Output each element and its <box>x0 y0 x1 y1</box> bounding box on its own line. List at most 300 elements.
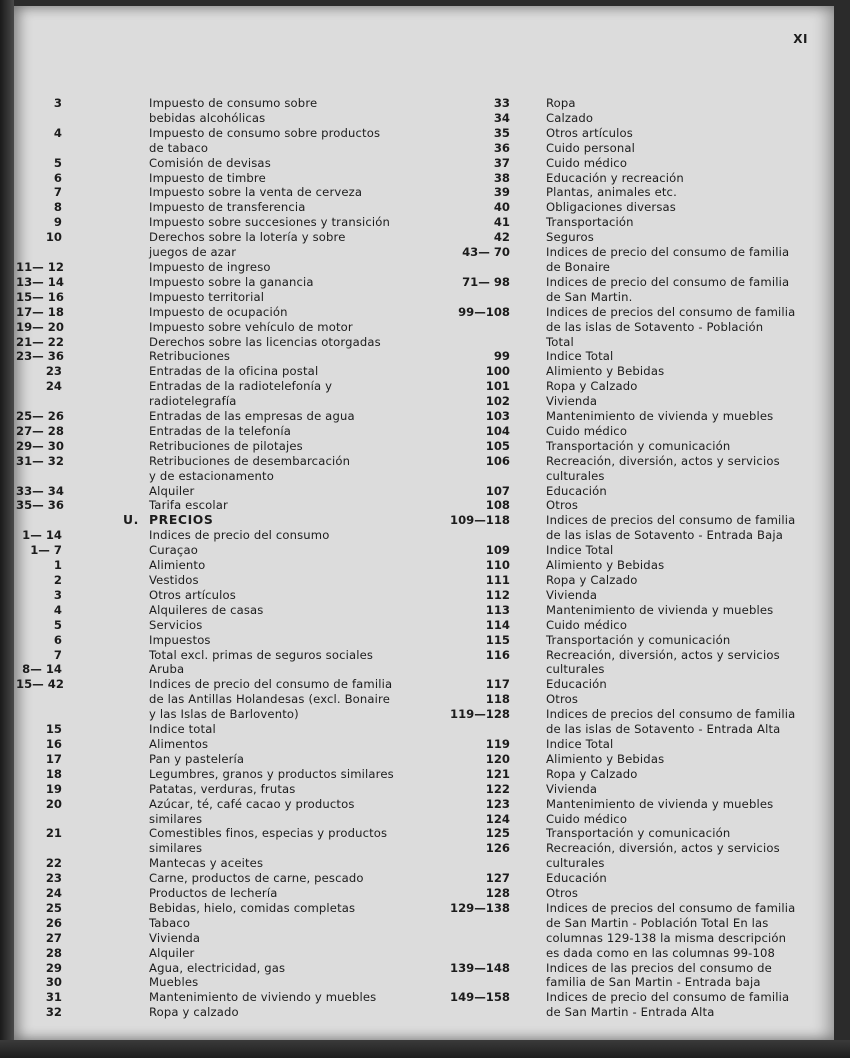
left-column-index <box>16 96 406 1020</box>
entry-description: Comisión de devisas <box>149 155 271 170</box>
entry-description: Calzado <box>546 110 594 125</box>
index-entry <box>438 528 828 543</box>
page-number: XI <box>793 32 808 46</box>
entry-description: Tabaco <box>149 915 191 930</box>
index-entry <box>438 185 828 200</box>
entry-description: Mantecas y aceites <box>149 856 264 871</box>
entry-description: Indices de precio del consumo <box>149 528 330 543</box>
column-number: 31 <box>45 990 62 1005</box>
entry-description: Transportación y comunicación <box>546 632 731 647</box>
index-entry <box>438 260 828 275</box>
entry-description: Cuido médico <box>546 155 628 170</box>
index-entry <box>438 737 828 752</box>
entry-description: Bebidas, hielo, comidas completas <box>149 900 356 915</box>
index-entry <box>438 424 828 439</box>
entry-description: Educación <box>546 483 607 498</box>
entry-description: Retribuciones <box>149 349 231 364</box>
section-heading <box>76 513 406 528</box>
column-number: 26 <box>45 915 62 930</box>
index-entry <box>438 841 828 856</box>
index-entry <box>438 633 828 648</box>
entry-description: Indices de precio del consumo de familia <box>546 274 790 289</box>
index-entry <box>16 275 406 290</box>
index-entry <box>16 305 406 320</box>
column-number: 118 <box>485 692 510 707</box>
index-entry <box>16 975 406 990</box>
column-number: 19 <box>45 781 62 796</box>
index-entry <box>16 349 406 364</box>
column-number: 16 <box>45 736 62 751</box>
entry-description: Pan y pastelería <box>149 751 245 766</box>
index-entry <box>438 707 828 722</box>
entry-description: Aruba <box>149 662 185 677</box>
entry-description: Cuido médico <box>546 617 628 632</box>
index-entry <box>16 409 406 424</box>
column-number: 128 <box>485 886 510 901</box>
index-entry <box>438 558 828 573</box>
column-number: 33— 34 <box>16 483 64 498</box>
index-entry <box>16 752 406 767</box>
entry-description: Patatas, verduras, frutas <box>149 781 296 796</box>
entry-description: familia de San Martin - Entrada baja <box>546 975 761 990</box>
index-entry <box>438 662 828 677</box>
entry-description: Entradas de la oficina postal <box>149 364 319 379</box>
entry-description: Recreación, diversión, actos y servicios <box>546 841 780 856</box>
column-number: 34 <box>493 110 510 125</box>
index-entry <box>16 812 406 827</box>
index-entry <box>438 305 828 320</box>
index-entry <box>16 469 406 484</box>
index-entry <box>16 931 406 946</box>
entry-description: de San Martin - Población Total En las <box>546 915 769 930</box>
entry-description: Indice total <box>149 722 216 737</box>
index-entry <box>438 171 828 186</box>
index-entry <box>16 439 406 454</box>
index-entry <box>16 826 406 841</box>
index-entry <box>438 916 828 931</box>
index-entry <box>16 692 406 707</box>
column-number: 6 <box>53 632 62 647</box>
index-entry <box>16 528 406 543</box>
index-entry <box>16 185 406 200</box>
index-entry <box>16 946 406 961</box>
column-number: 123 <box>485 796 510 811</box>
entry-description: Retribuciones de desembarcación <box>149 453 351 468</box>
entry-description: Retribuciones de pilotajes <box>149 438 303 453</box>
entry-description: Indices de precio del consumo de familia <box>546 990 790 1005</box>
index-entry <box>16 320 406 335</box>
column-number: 25 <box>45 900 62 915</box>
index-entry <box>438 379 828 394</box>
index-entry <box>438 990 828 1005</box>
column-number: 32 <box>45 1005 62 1020</box>
index-entry <box>16 558 406 573</box>
entry-description: Alimiento y Bebidas <box>546 558 665 573</box>
section-title: PRECIOS <box>149 512 214 528</box>
entry-description: Cuido médico <box>546 811 628 826</box>
entry-description: Indices de precio del consumo de familia <box>149 677 393 692</box>
entry-description: de San Martin. <box>546 289 633 304</box>
index-entry <box>16 901 406 916</box>
entry-description: Alimentos <box>149 736 209 751</box>
entry-description: culturales <box>546 468 605 483</box>
entry-description: Plantas, animales etc. <box>546 185 677 200</box>
index-entry <box>16 394 406 409</box>
index-entry <box>438 812 828 827</box>
entry-description: Alimiento <box>149 558 206 573</box>
index-entry <box>16 797 406 812</box>
index-entry <box>16 603 406 618</box>
entry-description: Indices de precios del consumo de familia <box>546 900 796 915</box>
entry-description: Ropa y Calzado <box>546 766 638 781</box>
entry-description: Impuesto de ingreso <box>149 259 271 274</box>
index-entry <box>438 111 828 126</box>
index-entry <box>438 946 828 961</box>
entry-description: Indices de precio del consumo de familia <box>546 245 790 260</box>
index-entry <box>16 767 406 782</box>
index-entry <box>16 618 406 633</box>
entry-description: Impuesto de ocupación <box>149 304 288 319</box>
right-column-index <box>438 96 828 1020</box>
entry-description: juegos de azar <box>149 245 237 260</box>
column-number: 35 <box>493 125 510 140</box>
entry-description: Indices de precios del consumo de familia <box>546 513 796 528</box>
index-entry <box>16 856 406 871</box>
column-number: 116 <box>485 647 510 662</box>
entry-description: de Bonaire <box>546 259 611 274</box>
column-number: 37 <box>493 155 510 170</box>
index-entry <box>438 975 828 990</box>
index-entry <box>16 871 406 886</box>
entry-description: de San Martin - Entrada Alta <box>546 1005 715 1020</box>
column-number: 3 <box>53 587 62 602</box>
column-number: 25— 26 <box>16 409 64 424</box>
column-number: 7 <box>53 185 62 200</box>
column-number: 127 <box>485 871 510 886</box>
column-number: 29— 30 <box>16 438 64 453</box>
entry-description: Curaçao <box>149 543 198 558</box>
index-entry <box>438 439 828 454</box>
index-entry <box>438 96 828 111</box>
index-entry <box>16 379 406 394</box>
column-number: 42 <box>493 230 510 245</box>
column-number: 110 <box>485 558 510 573</box>
index-entry <box>438 469 828 484</box>
index-entry <box>438 1005 828 1020</box>
entry-description: Servicios <box>149 617 203 632</box>
entry-description: Entradas de la telefonía <box>149 423 291 438</box>
column-number: 4 <box>53 602 62 617</box>
index-entry <box>438 856 828 871</box>
index-entry <box>16 111 406 126</box>
column-number: 23— 36 <box>16 349 64 364</box>
column-number: 21 <box>45 826 62 841</box>
entry-description: Legumbres, granos y productos similares <box>149 766 394 781</box>
column-number: 6 <box>53 170 62 185</box>
column-number: 109—118 <box>450 513 510 528</box>
index-entry <box>16 1005 406 1020</box>
entry-description: Impuestos <box>149 632 211 647</box>
index-entry <box>438 782 828 797</box>
index-entry <box>438 335 828 350</box>
entry-description: de las Antillas Holandesas (excl. Bonaire <box>149 692 390 707</box>
index-entry <box>16 782 406 797</box>
index-entry <box>438 722 828 737</box>
index-entry <box>438 931 828 946</box>
column-number: 31— 32 <box>16 453 64 468</box>
index-entry <box>438 498 828 513</box>
entry-description: Derechos sobre las licencias otorgadas <box>149 334 381 349</box>
index-entry <box>16 677 406 692</box>
entry-description: Total <box>546 334 574 349</box>
entry-description: es dada como en las columnas 99-108 <box>546 945 776 960</box>
entry-description: Educación <box>546 677 607 692</box>
entry-description: Comestibles finos, especias y productos <box>149 826 388 841</box>
entry-description: Ropa y calzado <box>149 1005 239 1020</box>
column-number: 115 <box>485 632 510 647</box>
entry-description: Educación <box>546 871 607 886</box>
column-number: 18 <box>45 766 62 781</box>
index-entry <box>16 215 406 230</box>
entry-description: Vivienda <box>546 394 598 409</box>
entry-description: Muebles <box>149 975 199 990</box>
column-number: 19— 20 <box>16 319 64 334</box>
entry-description: de las islas de Sotavento - Entrada Alta <box>546 722 781 737</box>
column-number: 99 <box>493 349 510 364</box>
entry-description: Transportación y comunicación <box>546 826 731 841</box>
column-number: 107 <box>485 483 510 498</box>
entry-description: Transportación y comunicación <box>546 438 731 453</box>
entry-description: Vivienda <box>546 587 598 602</box>
column-number: 33 <box>493 96 510 110</box>
column-number: 21— 22 <box>16 334 64 349</box>
column-number: 108 <box>485 498 510 513</box>
index-entry <box>438 126 828 141</box>
index-entry <box>438 573 828 588</box>
entry-description: de las islas de Sotavento - Entrada Baja <box>546 528 783 543</box>
column-number: 27— 28 <box>16 423 64 438</box>
column-number: 2 <box>53 573 62 587</box>
entry-description: Mantenimiento de vivienda y muebles <box>546 409 774 424</box>
column-number: 113 <box>485 602 510 617</box>
index-entry <box>16 171 406 186</box>
column-number: 22 <box>45 856 62 871</box>
entry-description: Recreación, diversión, actos y servicios <box>546 647 780 662</box>
column-number: 4 <box>53 125 62 140</box>
column-number: 35— 36 <box>16 498 64 513</box>
column-number: 1— 7 <box>30 543 62 558</box>
index-entry <box>438 364 828 379</box>
entry-description: Cuido médico <box>546 423 628 438</box>
index-entry <box>16 737 406 752</box>
column-number: 36 <box>493 140 510 155</box>
entry-description: Indices de precios del consumo de familia <box>546 707 796 722</box>
column-number: 17 <box>45 751 62 766</box>
index-entry <box>16 424 406 439</box>
index-entry <box>16 230 406 245</box>
entry-description: Educación y recreación <box>546 170 684 185</box>
book-spine <box>0 0 14 1058</box>
index-entry <box>438 797 828 812</box>
column-number: 120 <box>485 751 510 766</box>
index-entry <box>438 245 828 260</box>
index-entry <box>16 990 406 1005</box>
index-entry <box>438 454 828 469</box>
entry-description: de tabaco <box>149 140 209 155</box>
entry-description: Impuesto sobre vehículo de motor <box>149 319 353 334</box>
column-number: 119 <box>485 736 510 751</box>
index-entry <box>16 886 406 901</box>
entry-description: Impuesto de consumo sobre productos <box>149 125 381 140</box>
index-entry <box>438 215 828 230</box>
entry-description: Cuido personal <box>546 140 635 155</box>
column-number: 99—108 <box>458 304 510 319</box>
index-entry <box>16 290 406 305</box>
column-number: 15— 42 <box>16 677 64 692</box>
index-entry <box>438 826 828 841</box>
index-entry <box>16 245 406 260</box>
index-entry <box>438 513 828 528</box>
column-number: 106 <box>485 453 510 468</box>
entry-description: Otros <box>546 498 579 513</box>
column-number: 24 <box>45 379 62 394</box>
column-number: 122 <box>485 781 510 796</box>
entry-description: Recreación, diversión, actos y servicios <box>546 453 780 468</box>
entry-description: similares <box>149 841 203 856</box>
entry-description: Alquiler <box>149 483 195 498</box>
index-entry <box>16 707 406 722</box>
index-entry <box>16 260 406 275</box>
entry-description: Alquileres de casas <box>149 602 264 617</box>
entry-description: Productos de lechería <box>149 886 278 901</box>
index-entry <box>438 901 828 916</box>
index-entry <box>16 633 406 648</box>
entry-description: Impuesto sobre la venta de cerveza <box>149 185 363 200</box>
index-entry <box>16 588 406 603</box>
entry-description: similares <box>149 811 203 826</box>
page-bottom-edge <box>0 1040 850 1058</box>
entry-description: Obligaciones diversas <box>546 200 676 215</box>
index-entry <box>438 648 828 663</box>
entry-description: Derechos sobre la lotería y sobre <box>149 230 346 245</box>
index-entry <box>16 484 406 499</box>
index-entry <box>16 200 406 215</box>
index-entry <box>438 871 828 886</box>
index-entry <box>16 156 406 171</box>
entry-description: Otros <box>546 692 579 707</box>
column-number: 105 <box>485 438 510 453</box>
column-number: 28 <box>45 945 62 960</box>
column-number: 149—158 <box>450 990 510 1005</box>
entry-description: y de estacionamento <box>149 468 274 483</box>
column-number: 1 <box>53 558 62 573</box>
index-entry <box>16 543 406 558</box>
entry-description: Indice Total <box>546 349 614 364</box>
column-number: 20 <box>45 796 62 811</box>
index-entry <box>438 409 828 424</box>
column-number: 5 <box>53 155 62 170</box>
index-entry <box>16 573 406 588</box>
entry-description: Ropa y Calzado <box>546 573 638 587</box>
entry-description: Mantenimiento de vivienda y muebles <box>546 796 774 811</box>
index-entry <box>438 603 828 618</box>
column-number: 10 <box>45 230 62 245</box>
index-entry <box>16 648 406 663</box>
column-number: 8 <box>53 200 62 215</box>
index-entry <box>438 290 828 305</box>
entry-description: Entradas de la radiotelefonía y <box>149 379 333 394</box>
entry-description: Indice Total <box>546 543 614 558</box>
column-number: 41 <box>493 215 510 230</box>
entry-description: Impuesto sobre succesiones y transición <box>149 215 391 230</box>
column-number: 119—128 <box>450 707 510 722</box>
index-entry <box>16 141 406 156</box>
entry-description: y las Islas de Barlovento) <box>149 707 299 722</box>
index-entry <box>16 961 406 976</box>
index-entry <box>16 335 406 350</box>
index-entry <box>438 886 828 901</box>
column-number: 43— 70 <box>462 245 510 260</box>
entry-description: Transportación <box>546 215 634 230</box>
column-number: 126 <box>485 841 510 856</box>
entry-description: Vestidos <box>149 573 199 587</box>
index-entry <box>16 96 406 111</box>
entry-description: Mantenimiento de vivienda y muebles <box>546 602 774 617</box>
entry-description: Impuesto de transferencia <box>149 200 306 215</box>
index-entry <box>16 364 406 379</box>
entry-description: Tarifa escolar <box>149 498 228 513</box>
index-entry <box>16 916 406 931</box>
column-number: 104 <box>485 423 510 438</box>
entry-description: de las islas de Sotavento - Población <box>546 319 764 334</box>
index-entry <box>438 588 828 603</box>
column-number: 1— 14 <box>22 528 62 543</box>
entry-description: Impuesto de consumo sobre <box>149 96 318 110</box>
entry-description: Alimiento y Bebidas <box>546 751 665 766</box>
entry-description: Ropa <box>546 96 576 110</box>
index-entry <box>438 200 828 215</box>
entry-description: Ropa y Calzado <box>546 379 638 394</box>
column-number: 15— 16 <box>16 289 64 304</box>
entry-description: columnas 129-138 la misma descripción <box>546 930 787 945</box>
column-number: 125 <box>485 826 510 841</box>
entry-description: Otros artículos <box>149 587 236 602</box>
index-entry <box>438 692 828 707</box>
index-entry <box>438 677 828 692</box>
column-number: 24 <box>45 886 62 901</box>
column-number: 5 <box>53 617 62 632</box>
column-number: 13— 14 <box>16 274 64 289</box>
column-number: 71— 98 <box>462 274 510 289</box>
column-number: 129—138 <box>450 900 510 915</box>
column-number: 38 <box>493 170 510 185</box>
entry-description: Vivienda <box>149 930 201 945</box>
section-letter: U. <box>123 512 139 528</box>
index-entry <box>438 394 828 409</box>
index-entry <box>16 662 406 677</box>
column-number: 23 <box>45 364 62 379</box>
entry-description: Mantenimiento de viviendo y muebles <box>149 990 377 1005</box>
column-number: 11— 12 <box>16 259 64 274</box>
entry-description: Agua, electricidad, gas <box>149 960 286 975</box>
column-number: 101 <box>485 379 510 394</box>
index-entry <box>438 752 828 767</box>
entry-description: Total excl. primas de seguros sociales <box>149 647 374 662</box>
index-entry <box>438 141 828 156</box>
entry-description: culturales <box>546 662 605 677</box>
entry-description: Indice Total <box>546 736 614 751</box>
column-number: 111 <box>485 573 510 587</box>
